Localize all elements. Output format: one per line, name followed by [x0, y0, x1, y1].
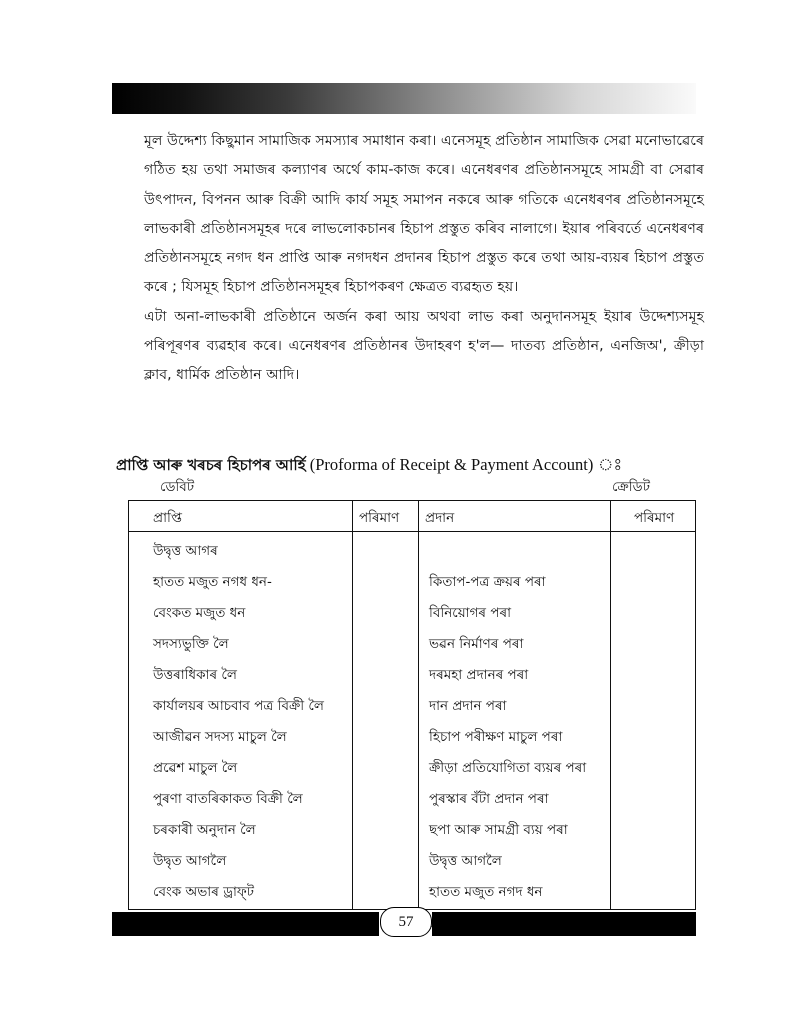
- header-payments: প্ৰদান: [425, 510, 455, 526]
- receipt-payment-table: [128, 500, 696, 910]
- payment-item: [429, 539, 586, 570]
- paragraph: মূল উদ্দেশ্য কিছুমান সামাজিক সমস্যাৰ সমাধান কৰা। এনেসমূহ প্ৰতিষ্ঠান সামাজিক সেৱা মনোভাৱেৰে গঠিত হয় তথা সমাজৰ কল্যাণৰ অৰ্থে কাম-কাজ কৰে। এনেধৰণৰ প্ৰতিষ্ঠানসমূহে সামগ্ৰী বা সেৱাৰ উৎপাদন, বিপনন আৰু বিক্ৰী আদি কাৰ্য সমূহ সমাপন নকৰে আৰু গতিকে এনেধৰণৰ প্ৰতিষ্ঠানসমূহে লাভকাৰী প্ৰতিষ্ঠানসমূহৰ দৰে লাভলোকচানৰ হিচাপ প্ৰস্তুত কৰিব নালাগে। ইয়াৰ পৰিবৰ্তে এনেধৰণৰ প্ৰতিষ্ঠানসমূহে নগদ ধন প্ৰাপ্তি আৰু নগদধন প্ৰদানৰ হিচাপ প্ৰস্তুত কৰে তথা আয়-ব্যয়ৰ হিচাপ প্ৰস্তুত কৰে ; যিসমূহ হিচাপ প্ৰতিষ্ঠানসমূহৰ হিচাপকৰণ ক্ষেত্ৰত ব্যৱহৃত হয়।: [144, 133, 704, 296]
- payment-item: পুৰস্কাৰ বঁটা প্ৰদান পৰা: [429, 791, 549, 807]
- header-amount: পৰিমাণ: [634, 510, 675, 526]
- payment-item: হিচাপ পৰীক্ষণ মাচুল পৰা: [429, 729, 563, 745]
- footer-bar-right: [432, 912, 696, 936]
- payment-item: ছপা আৰু সামগ্ৰী ব্যয় পৰা: [429, 822, 568, 838]
- receipt-item: প্ৰৱেশ মাচুল লৈ: [153, 760, 238, 776]
- receipt-item: উত্তৰাধিকাৰ লৈ: [153, 667, 237, 683]
- receipt-item: চৰকাৰী অনুদান লৈ: [153, 822, 256, 838]
- column-divider: [418, 501, 419, 909]
- footer-bar-left: [112, 912, 379, 936]
- payment-item: দৰমহা প্ৰদানৰ পৰা: [429, 667, 529, 683]
- header-divider: [129, 531, 695, 532]
- receipt-item: কাৰ্যালয়ৰ আচবাব পত্ৰ বিক্ৰী লৈ: [153, 698, 324, 714]
- payment-item: উদ্বৃত্ত আগলৈ: [429, 853, 502, 869]
- body-text: [144, 127, 704, 391]
- receipt-item: বেংক অভাৰ ড্ৰাফ্‌ট: [153, 884, 255, 900]
- receipt-item: হাতত মজুত নগধ ধন-: [153, 574, 272, 590]
- payment-item: কিতাপ-পত্ৰ ক্ৰয়ৰ পৰা: [429, 574, 546, 590]
- payment-item: বিনিয়োগৰ পৰা: [429, 605, 512, 621]
- section-heading-bn: প্ৰাপ্তি আৰু খৰচৰ হিচাপৰ আৰ্হি: [116, 456, 306, 474]
- payments-column: [429, 539, 586, 942]
- debit-label: ডেবিট: [160, 479, 195, 495]
- payment-item: ক্ৰীড়া প্ৰতিযোগিতা ব্যয়ৰ পৰা: [429, 760, 587, 776]
- receipt-item: উদ্বৃত্ত আগৰ: [153, 543, 218, 559]
- column-divider: [352, 501, 353, 909]
- column-divider: [610, 501, 611, 909]
- receipt-item: আজীৱন সদস্য মাচুল লৈ: [153, 729, 287, 745]
- header-receipts: প্ৰাপ্তি: [153, 510, 182, 526]
- page-number: 57: [380, 907, 432, 937]
- receipt-item: পুৰণা বাতৰিকাকত বিক্ৰী লৈ: [153, 791, 303, 807]
- credit-label: ক্ৰেডিট: [612, 479, 650, 495]
- receipt-item: বেংকত মজুত ধন: [153, 605, 246, 621]
- header-gradient-bar: [112, 83, 696, 114]
- header-amount: পৰিমাণ: [359, 510, 400, 526]
- receipts-column: [153, 539, 324, 911]
- payment-item: দান প্ৰদান পৰা: [429, 698, 507, 714]
- section-heading-en: (Proforma of Receipt & Payment Account) ঃ: [305, 455, 623, 474]
- receipt-item: সদস্যভুক্তি লৈ: [153, 636, 229, 652]
- payment-item: হাতত মজুত নগদ ধন: [429, 884, 543, 900]
- receipt-item: উদ্বৃত আগলৈ: [153, 853, 227, 869]
- section-heading: [116, 452, 622, 479]
- payment-item: ভৱন নিৰ্মাণৰ পৰা: [429, 636, 524, 652]
- paragraph: এটা অনা-লাভকাৰী প্ৰতিষ্ঠানে অৰ্জন কৰা আয় অথবা লাভ কৰা অনুদানসমূহ ইয়াৰ উদ্দেশ্যসমূহ পৰিপূৰণৰ ব্যৱহাৰ কৰে। এনেধৰণৰ প্ৰতিষ্ঠানৰ উদাহৰণ হ'ল— দাতব্য প্ৰতিষ্ঠান, এনজিঅ', ক্ৰীড়া ক্লাব, ধাৰ্মিক প্ৰতিষ্ঠান আদি।: [144, 308, 704, 384]
